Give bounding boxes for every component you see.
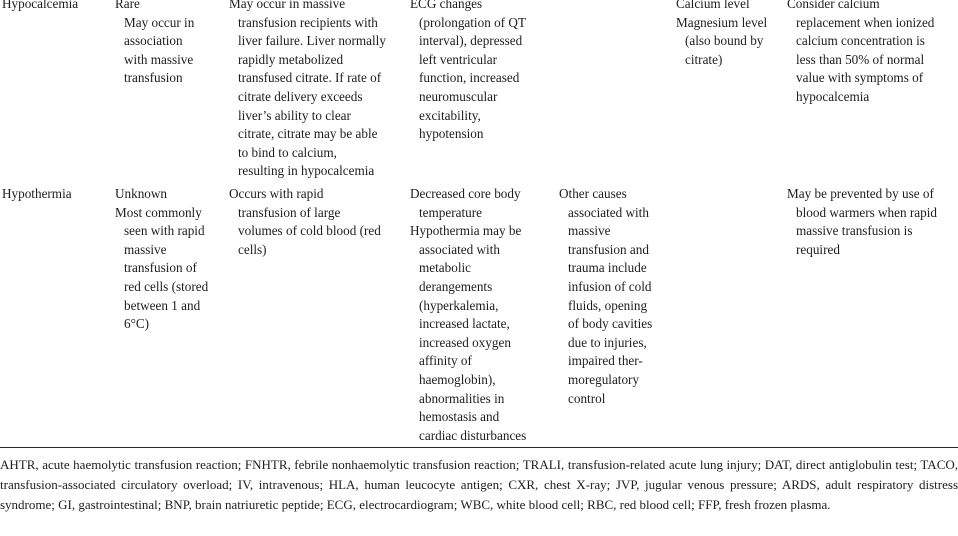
cell-line: citrate delivery exceeds — [238, 88, 363, 104]
cell-line: liver failure. Liver normally — [238, 33, 386, 49]
table-bottom-rule — [0, 447, 958, 448]
cell-line: function, increased — [419, 70, 520, 86]
cell-line: transfusion and — [568, 241, 649, 257]
cell-line: May occur in massive — [229, 0, 346, 11]
cell-line: Hypothermia — [2, 186, 72, 201]
cell-line: association — [124, 33, 183, 49]
cell-line: less than 50% of normal — [796, 51, 925, 67]
cell-line: red cells (stored — [124, 278, 209, 294]
cell-line: with massive — [124, 51, 194, 67]
cell-line: May occur in — [124, 14, 195, 30]
cell-line: Occurs with rapid — [229, 186, 324, 201]
row-hypothermia-condition — [2, 185, 110, 204]
cell-line: trauma include — [568, 260, 647, 276]
cell-line: hypocalcemia — [796, 88, 870, 104]
row-hypocalcemia-condition — [2, 0, 110, 14]
cell-line: required — [796, 241, 840, 257]
cell-line: replacement when ionized — [796, 14, 935, 30]
cell-line: increased oxygen — [419, 334, 511, 350]
cell-line: between 1 and — [124, 297, 201, 313]
cell-line: (also bound by — [685, 33, 764, 49]
row-hypocalcemia-mechanism — [229, 0, 407, 181]
cell-line: infusion of cold — [568, 278, 652, 294]
cell-line: derangements — [419, 278, 493, 294]
cell-line: of body cavities — [568, 316, 653, 332]
cell-line: citrate) — [685, 51, 723, 67]
cell-line: citrate, citrate may be able — [238, 126, 378, 142]
cell-line: Unknown — [115, 186, 168, 201]
cell-line: Hypocalcemia — [2, 0, 79, 11]
row-hypocalcemia-management — [787, 0, 957, 107]
cell-line: control — [568, 390, 606, 406]
cell-line: Decreased core body — [410, 186, 521, 201]
cell-line: volumes of cold blood (red — [238, 223, 381, 239]
cell-line: calcium concentration is — [796, 33, 925, 49]
cell-line: haemoglobin), — [419, 371, 496, 387]
cell-line: massive — [124, 241, 167, 257]
cell-line: Most commonly — [115, 204, 202, 220]
row-hypocalcemia-lab — [676, 0, 781, 69]
cell-line: (prolongation of QT — [419, 14, 526, 30]
cell-line: Magnesium level — [676, 14, 768, 30]
cell-line: transfusion recipients with — [238, 14, 378, 30]
cell-line: interval), depressed — [419, 33, 523, 49]
cell-line: transfusion of — [124, 260, 197, 276]
row-hypothermia-other — [559, 185, 664, 408]
cell-line: liver’s ability to clear — [238, 107, 351, 123]
row-hypocalcemia-signs — [410, 0, 555, 144]
cell-line: due to injuries, — [568, 334, 647, 350]
row-hypothermia-signs — [410, 185, 555, 445]
cell-line: transfusion of large — [238, 204, 341, 220]
cell-line: affinity of — [419, 353, 472, 369]
cell-line: May be prevented by use of — [787, 186, 934, 201]
cell-line: excitability, — [419, 107, 481, 123]
cell-line: left ventricular — [419, 51, 497, 67]
cell-line: moregulatory — [568, 371, 640, 387]
row-hypothermia-frequency — [115, 185, 225, 334]
row-hypocalcemia-frequency — [115, 0, 225, 88]
row-hypothermia-management — [787, 185, 957, 259]
cell-line: to bind to calcium, — [238, 144, 337, 160]
cell-line: neuromuscular — [419, 88, 498, 104]
cell-line: increased lactate, — [419, 316, 510, 332]
cell-line: Rare — [115, 0, 140, 11]
cell-line: rapidly metabolized — [238, 51, 344, 67]
row-hypothermia-mechanism — [229, 185, 407, 259]
cell-line: blood warmers when rapid — [796, 204, 937, 220]
cell-line: impaired ther- — [568, 353, 643, 369]
cell-line: hypotension — [419, 126, 484, 142]
cell-line: cells) — [238, 241, 267, 257]
table-footnote: AHTR, acute haemolytic transfusion reaction; FNHTR, febrile nonhaemolytic transfusion reaction; TRALI, transfusion-related acute lung injury; DAT, direct antiglobulin test; TACO, transfusion-associated circulatory overload; IV, intravenous; HLA, human leucocyte antigen; CXR, chest X-ray; JVP, jugular venous pressure; ARDS, adult respiratory distress syndrome; GI, gastrointestinal; BNP, brain natriuretic peptide; ECG, electrocardiogram; WBC, white blood cell; RBC, red blood cell; FFP, fresh frozen plasma. — [0, 457, 958, 513]
cell-line: Other causes — [559, 186, 627, 201]
cell-line: abnormalities in — [419, 390, 505, 406]
cell-line: associated with — [419, 241, 500, 257]
cell-line: Calcium level — [676, 0, 750, 11]
cell-line: metabolic — [419, 260, 471, 276]
cell-line: (hyperkalemia, — [419, 297, 499, 313]
cell-line: hemostasis and — [419, 409, 500, 425]
cell-line: massive — [568, 223, 611, 239]
cell-line: resulting in hypocalcemia — [238, 163, 375, 179]
cell-line: massive transfusion is — [796, 223, 913, 239]
cell-line: 6°C) — [124, 316, 150, 332]
cell-line: cardiac disturbances — [419, 427, 527, 443]
cell-line: temperature — [419, 204, 482, 220]
cell-line: Consider calcium — [787, 0, 880, 11]
cell-line: seen with rapid — [124, 223, 205, 239]
cell-line: associated with — [568, 204, 649, 220]
cell-line: transfused citrate. If rate of — [238, 70, 382, 86]
cell-line: transfusion — [124, 70, 183, 86]
cell-line: fluids, opening — [568, 297, 648, 313]
cell-line: ECG changes — [410, 0, 483, 11]
cell-line: Hypothermia may be — [410, 223, 522, 239]
cell-line: value with symptoms of — [796, 70, 924, 86]
